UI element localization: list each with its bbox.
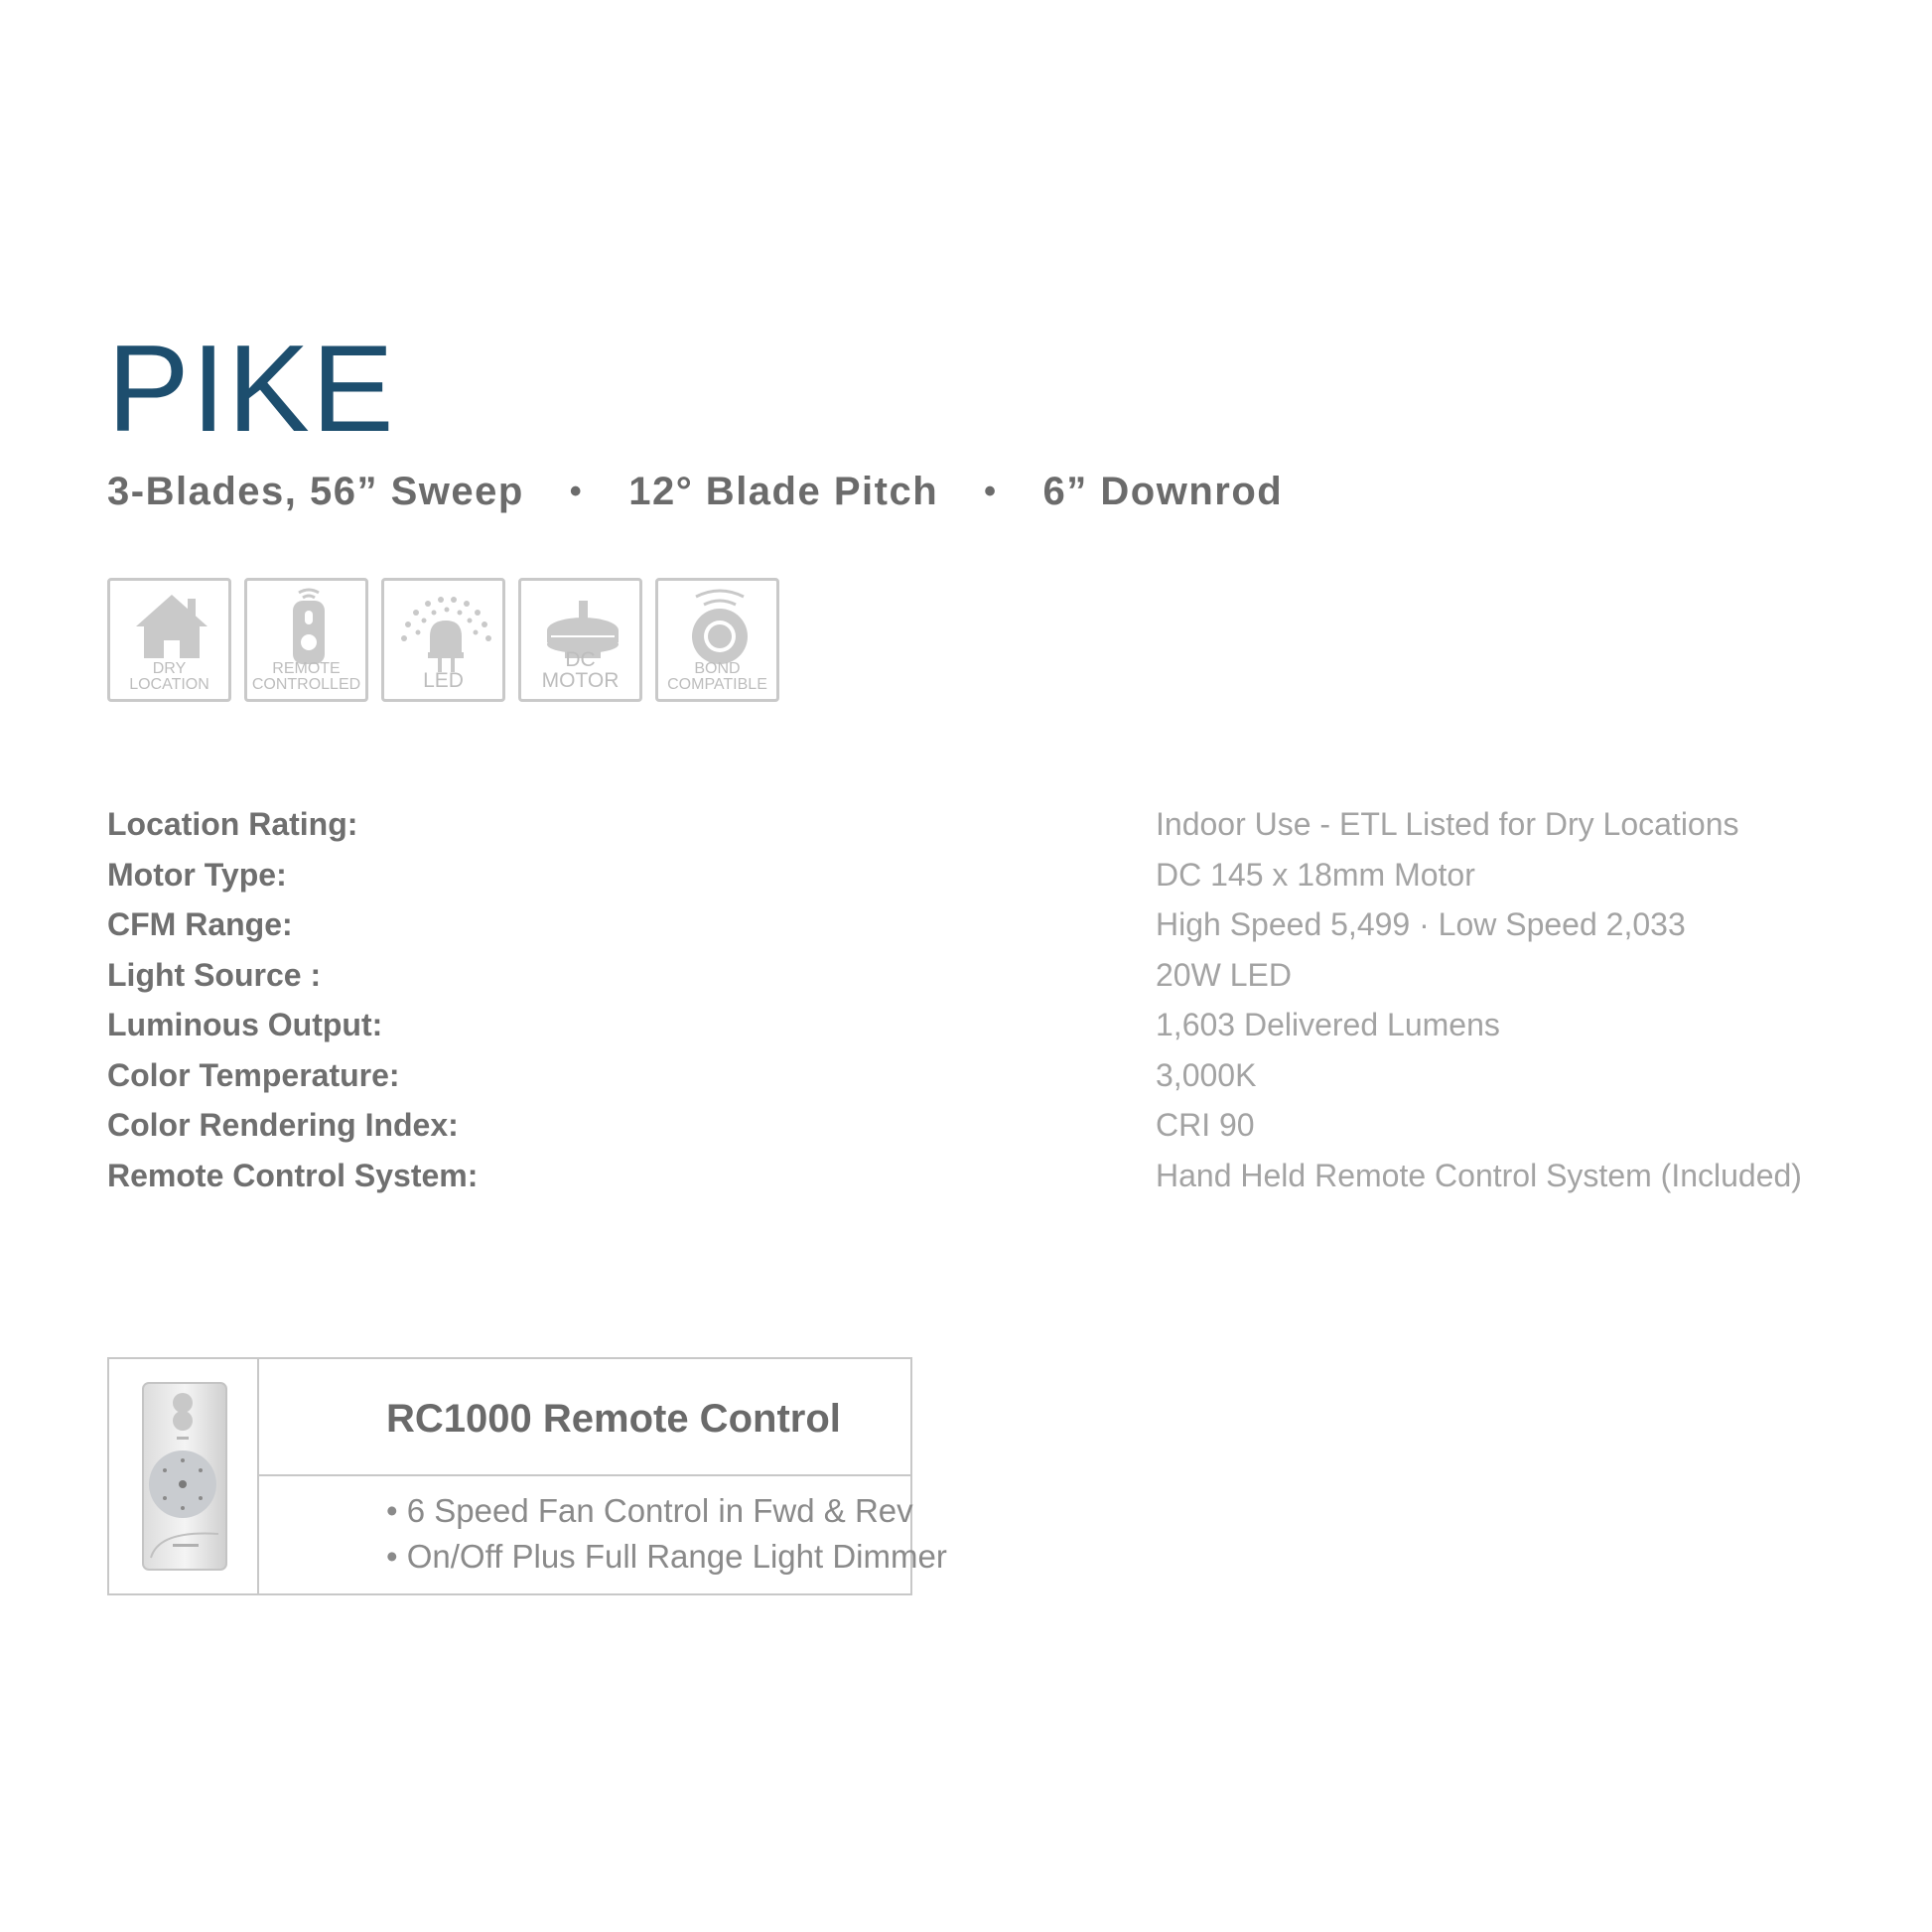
subtitle-pitch: 12° Blade Pitch	[628, 469, 939, 513]
spec-value: Hand Held Remote Control System (Included)	[1156, 1157, 1802, 1193]
remote-control-card	[107, 1357, 947, 1595]
spec-label: Color Rendering Index:	[107, 1107, 459, 1143]
spec-row-remote-control-system	[107, 1158, 1855, 1208]
feature-bond-compatible	[655, 578, 779, 702]
spec-value: Indoor Use - ETL Listed for Dry Locations	[1156, 806, 1739, 842]
spec-row-cfm-range	[107, 906, 1855, 957]
icon-label: BOND COMPATIBLE	[667, 660, 767, 693]
spec-label: CFM Range:	[107, 906, 293, 942]
spec-row-luminous-output	[107, 1007, 1855, 1057]
subtitle-downrod: 6” Downrod	[1042, 469, 1284, 513]
spec-value: CRI 90	[1156, 1107, 1255, 1143]
spec-value: 1,603 Delivered Lumens	[1156, 1007, 1500, 1042]
remote-image	[109, 1359, 259, 1593]
spec-value: 20W LED	[1156, 956, 1292, 993]
remote-title-row	[259, 1359, 910, 1476]
icon-label: REMOTE CONTROLLED	[251, 660, 361, 693]
remote-title: RC1000 Remote Control	[386, 1397, 841, 1441]
spec-label: Location Rating:	[107, 806, 358, 842]
icon-label: LED	[423, 669, 464, 692]
icon-label: DRY LOCATION	[129, 660, 209, 693]
spec-label: Remote Control System:	[107, 1157, 479, 1193]
feature-remote-controlled	[244, 578, 368, 702]
icon-label: DC MOTOR	[541, 648, 620, 692]
feature-icons	[107, 578, 779, 702]
spec-table	[107, 806, 1855, 1207]
spec-row-location-rating	[107, 806, 1855, 857]
remote-feature-list	[386, 1488, 947, 1580]
spec-row-color-temperature	[107, 1057, 1855, 1108]
remote-feature: • 6 Speed Fan Control in Fwd & Rev	[386, 1492, 913, 1529]
subtitle-blades: 3-Blades, 56” Sweep	[107, 469, 524, 513]
spec-row-color-rendering-index	[107, 1107, 1855, 1158]
spec-value: 3,000K	[1156, 1056, 1257, 1093]
subtitle-separator: •	[984, 472, 998, 510]
feature-dc-motor	[518, 578, 642, 702]
spec-label: Motor Type:	[107, 856, 287, 893]
spec-row-light-source	[107, 957, 1855, 1008]
spec-label: Luminous Output:	[107, 1007, 383, 1042]
spec-label: Color Temperature:	[107, 1056, 400, 1093]
subtitle-separator: •	[569, 472, 584, 510]
feature-dry-location	[107, 578, 231, 702]
spec-label: Light Source :	[107, 956, 322, 993]
spec-value: High Speed 5,499 · Low Speed 2,033	[1156, 906, 1686, 942]
remote-feature: • On/Off Plus Full Range Light Dimmer	[386, 1538, 947, 1575]
feature-led	[381, 578, 505, 702]
spec-value: DC 145 x 18mm Motor	[1156, 856, 1475, 893]
remote-control-icon	[109, 1359, 257, 1593]
product-title: PIKE	[107, 321, 396, 458]
product-subtitle	[107, 467, 1283, 516]
spec-row-motor-type	[107, 857, 1855, 907]
